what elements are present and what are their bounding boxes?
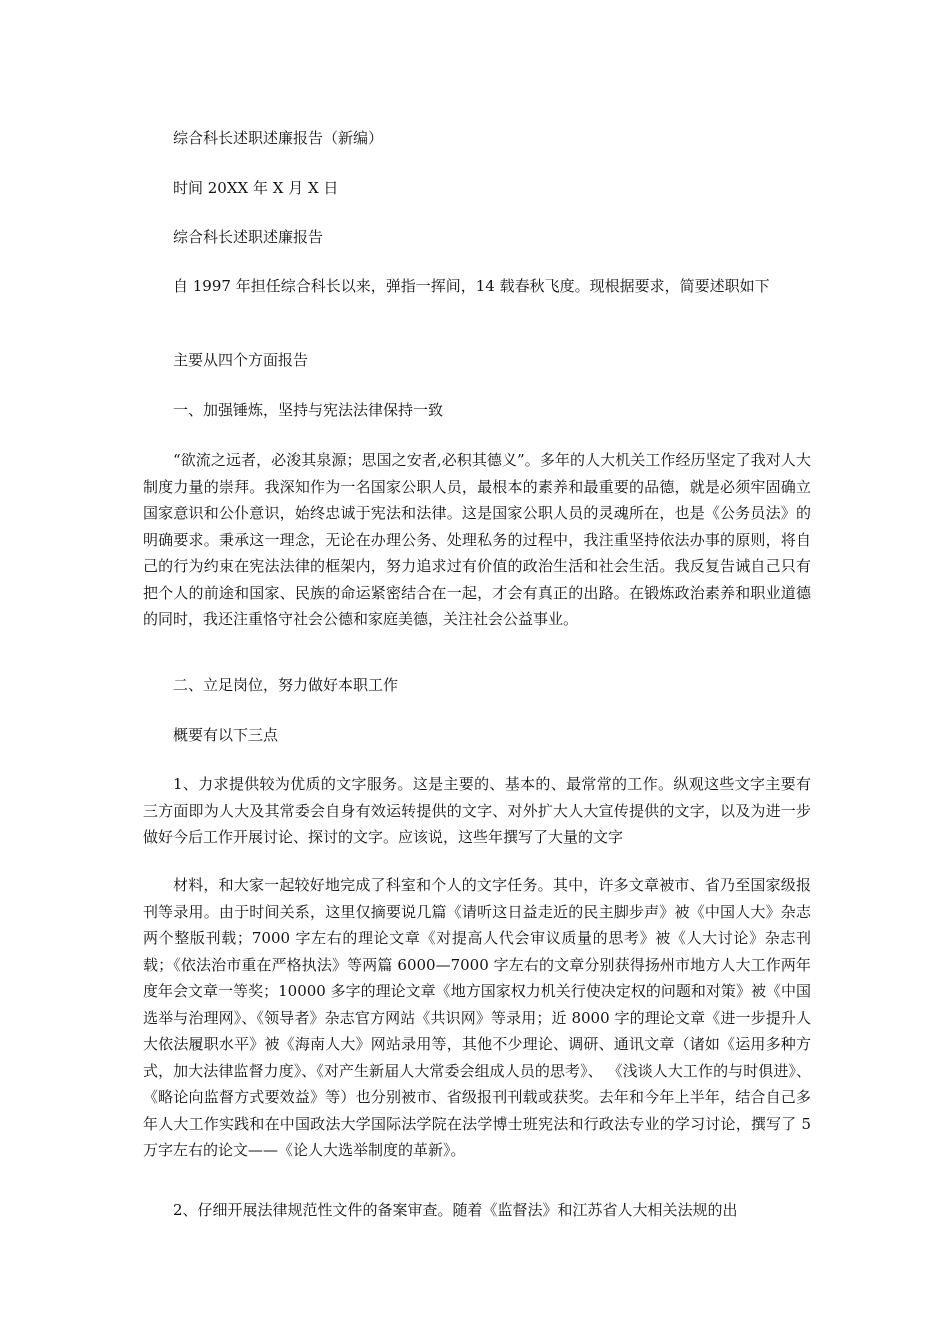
- intro-paragraph: 自 1997 年担任综合科长以来，弹指一挥间，14 载春秋飞度。现根据要求，简要述职如下: [173, 277, 770, 295]
- section-1-paragraph: “欲流之远者，必浚其泉源；思国之安者,必积其德义”。多年的人大机关工作经历坚定了我对人大制度力量的崇拜。我深知作为一名国家公职人员，最根本的素养和最重要的品德，就是必须牢固确立国家意识和公仆意识，始终忠诚于宪法和法律。这是国家公职人员的灵魂所在，也是《公务员法》的明确要求。秉承这一理念，无论在办理公务、处理私务的过程中，我注重坚持依法办事的原则，将自己的行为约束在宪法法律的框架内，努力追求过有价值的政治生活和社会生活。我反复告诫自己只有把个人的前途和国家、民族的命运紧密结合在一起，才会有真正的出路。在锻炼政治素养和职业道德的同时，我还注重恪守社会公德和家庭美德，关注社会公益事业。: [143, 451, 811, 628]
- document-subtitle: 综合科长述职述廉报告: [173, 228, 324, 246]
- point-1-paragraph-start: 1、力求提供较为优质的文字服务。这是主要的、基本的、最常常的工作。纵观这些文字主要有三方面即为人大及其常委会自身有效运转提供的文字、对外扩大人大宣传提供的文字，以及为进一步做好今后工作开展讨论、探讨的文字。应该说，这些年撰写了大量的文字: [143, 775, 811, 846]
- point-1-paragraph-continued: 材料，和大家一起较好地完成了科室和个人的文字任务。其中，许多文章被市、省乃至国家级报刊等录用。由于时间关系，这里仅摘要说几篇《请听这日益走近的民主脚步声》被《中国人大》杂志两个整版刊载；7000 字左右的理论文章《对提高人代会审议质量的思考》被《人大讨论》杂志刊载；《依法治市重在严格执法》等两篇 6000—7000 字左右的文章分别获得扬州市地方人大工作两年度年会文章一等奖；10000 多字的理论文章《地方国家权力机关行使决定权的问题和对策》被《中国选举与治理网》、《领导者》杂志官方网站《共识网》等录用；近 8000 字的理论文章《进一步提升人大依法履职水平》被《海南人大》网站录用等，其他不少理论、调研、通讯文章（诸如《运用多种方式，加大法律监督力度》、《对产生新届人大常委会组成人员的思考》、 《浅谈人大工作的与时俱进》、 《略论向监督方式要效益》等）也分别被市、省级报刊刊载或获奖。去年和今年上半年，结合自己多年人大工作实践和在中国政法大学国际法学院在法学博士班宪法和行政法专业的学习讨论，撰写了 5 万字左右的论文——《论人大选举制度的革新》。: [143, 876, 811, 1159]
- section-2-intro: 概要有以下三点: [173, 726, 279, 744]
- date-line: 时间 20XX 年 X 月 X 日: [173, 179, 339, 197]
- point-2-paragraph-start: 2、仔细开展法律规范性文件的备案审查。随着《监督法》和江苏省人大相关法规的出: [173, 1201, 738, 1219]
- overview-line: 主要从四个方面报告: [173, 351, 309, 369]
- section-heading-2: 二、立足岗位，努力做好本职工作: [173, 676, 399, 694]
- section-heading-1: 一、加强锤炼，坚持与宪法法律保持一致: [173, 401, 444, 419]
- document-title: 综合科长述职述廉报告（新编）: [173, 129, 384, 147]
